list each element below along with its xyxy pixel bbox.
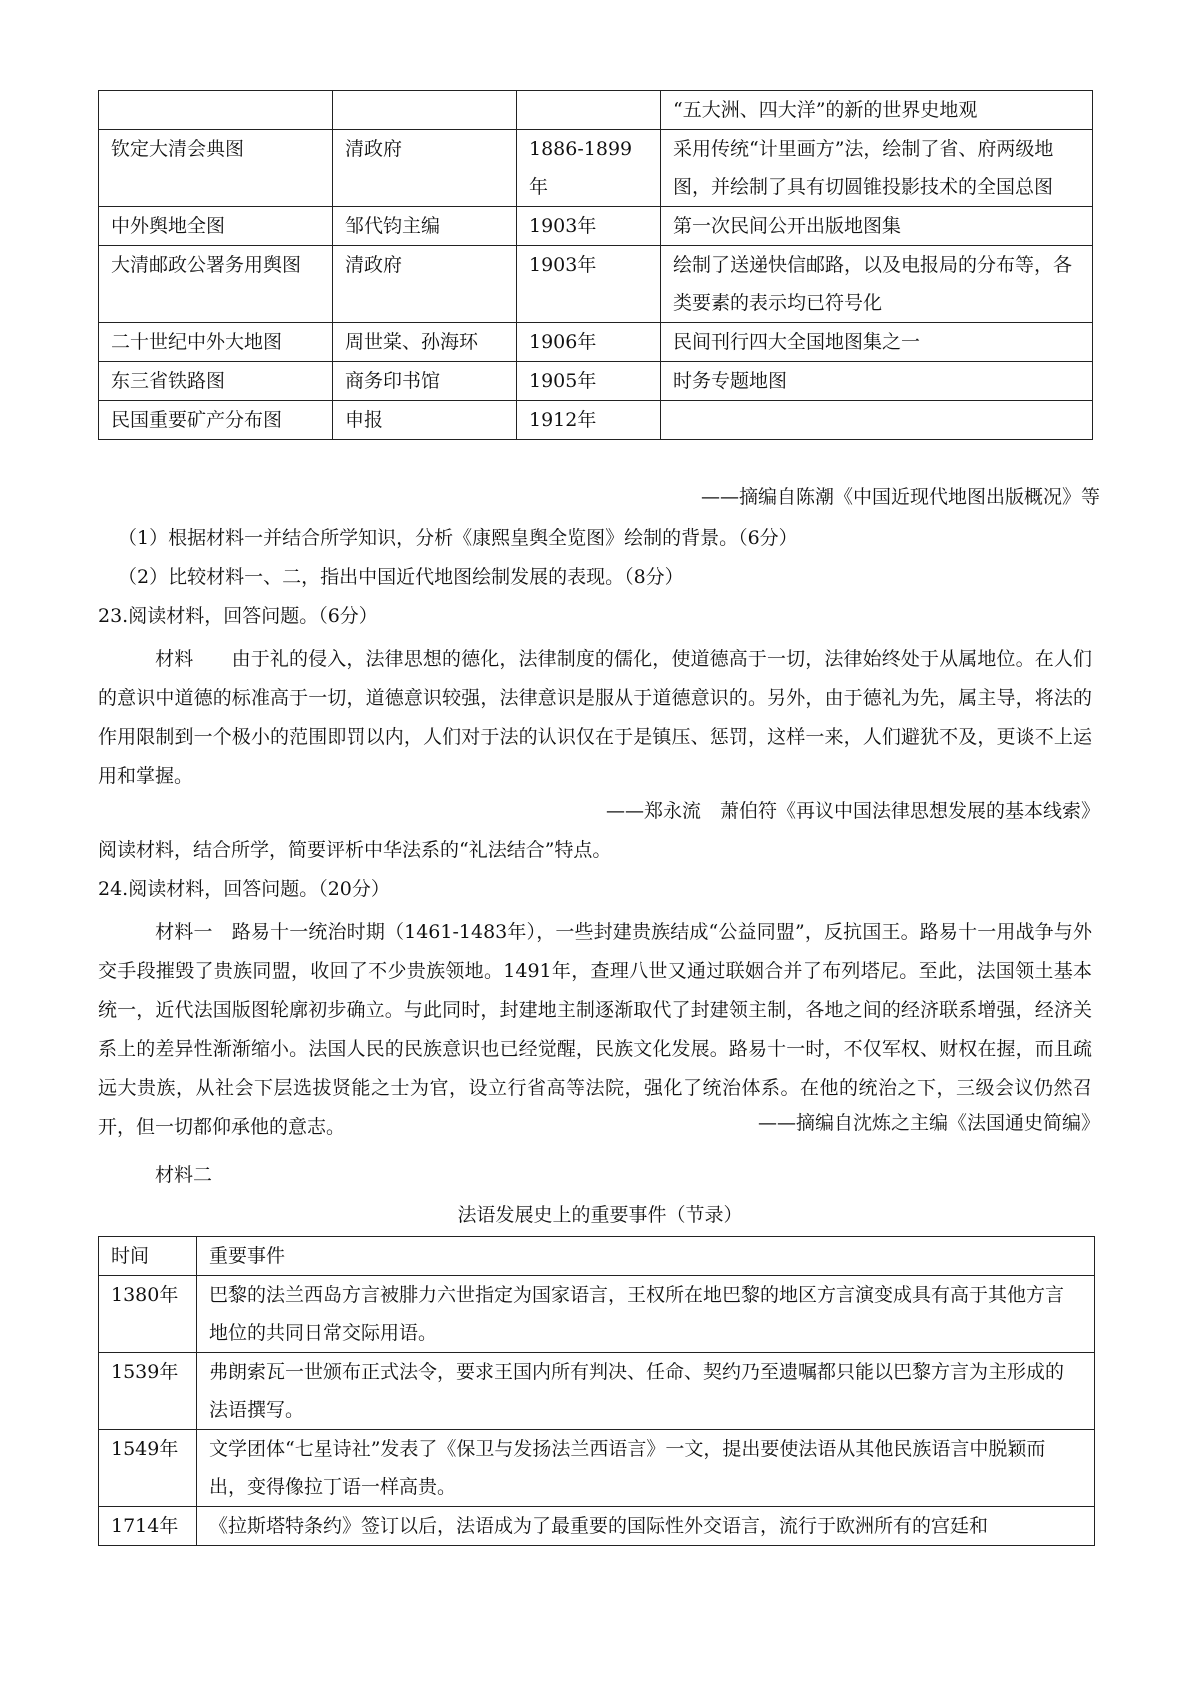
event-table-row <box>99 1507 1095 1546</box>
map-name-cell: 东三省铁路图 <box>99 362 333 401</box>
map-table-row <box>99 207 1093 246</box>
map-note-cell <box>661 401 1093 440</box>
map-year-cell: 1906年 <box>517 323 661 362</box>
q23-question: 阅读材料，结合所学，简要评析中华法系的“礼法结合”特点。 <box>98 839 612 861</box>
map-year-cell: 1886-1899年 <box>517 130 661 207</box>
map-note-cell: 时务专题地图 <box>661 362 1093 401</box>
q23-material-text: 由于礼的侵入，法律思想的德化，法律制度的儒化，使道德高于一切，法律始终处于从属地位。在人们的意识中道德的标准高于一切，道德意识较强，法律意识是服从于道德意识的。另外，由于德礼为先，属主导，将法的作用限制到一个极小的范围即罚以内，人们对于法的认识仅在于是镇压、惩罚，这样一来，人们避犹不及，更谈不上运用和掌握。 <box>98 648 1092 787</box>
event-table-body <box>99 1237 1095 1546</box>
map-name-cell <box>99 91 333 130</box>
event-time-cell: 1549年 <box>99 1430 197 1507</box>
map-note-cell: 民间刊行四大全国地图集之一 <box>661 323 1093 362</box>
map-year-cell: 1905年 <box>517 362 661 401</box>
map-note-cell: “五大洲、四大洋”的新的世界史地观 <box>661 91 1093 130</box>
map-name-cell: 中外舆地全图 <box>99 207 333 246</box>
map-year-cell: 1903年 <box>517 207 661 246</box>
q23-heading: 23.阅读材料，回答问题。（6分） <box>98 605 378 627</box>
event-text-cell: 巴黎的法兰西岛方言被腓力六世指定为国家语言，王权所在地巴黎的地区方言演变成具有高于其他方言地位的共同日常交际用语。 <box>197 1276 1095 1353</box>
map-author-cell: 商务印书馆 <box>333 362 517 401</box>
map-table-row <box>99 130 1093 207</box>
q22-sub2: （2）比较材料一、二，指出中国近代地图绘制发展的表现。（8分） <box>118 566 684 588</box>
q24-heading: 24.阅读材料，回答问题。（20分） <box>98 878 390 900</box>
q23-material-label: 材料 <box>155 648 194 670</box>
map-author-cell <box>333 91 517 130</box>
map-author-cell: 清政府 <box>333 246 517 323</box>
event-table-title: 法语发展史上的重要事件（节录） <box>457 1204 743 1226</box>
q24-material1-text: 路易十一统治时期（1461-1483年），一些封建贵族结成“公益同盟”，反抗国王。路易十一用战争与外交手段摧毁了贵族同盟，收回了不少贵族领地。1491年，查理八世又通过联姻合并了布列塔尼。至此，法国领土基本统一，近代法国版图轮廓初步确立。与此同时，封建地主制逐渐取代了封建领主制，各地之间的经济联系增强，经济关系上的差异性渐渐缩小。法国人民的民族意识也已经觉醒，民族文化发展。路易十一时，不仅军权、财权在握，而且疏远大贵族，从社会下层选拔贤能之士为官，设立行省高等法院，强化了统治体系。在他的统治之下，三级会议仍然召开，但一切都仰承他的意志。 <box>98 921 1092 1138</box>
q24-material1-source: ——摘编自沈炼之主编《法国通史简编》 <box>757 1112 1100 1134</box>
map-table-row <box>99 362 1093 401</box>
map-name-cell: 钦定大清会典图 <box>99 130 333 207</box>
event-table-row <box>99 1430 1095 1507</box>
map-table-source: ——摘编自陈潮《中国近现代地图出版概况》等 <box>700 486 1100 508</box>
q23-material <box>98 640 1092 796</box>
map-note-cell: 第一次民间公开出版地图集 <box>661 207 1093 246</box>
q23-source: ——郑永流 萧伯符《再议中国法律思想发展的基本线索》 <box>605 800 1100 822</box>
event-text-cell: 弗朗索瓦一世颁布正式法令，要求王国内所有判决、任命、契约乃至遗嘱都只能以巴黎方言为主形成的法语撰写。 <box>197 1353 1095 1430</box>
event-table-row <box>99 1276 1095 1353</box>
map-table-row <box>99 401 1093 440</box>
map-author-cell: 周世棠、孙海环 <box>333 323 517 362</box>
q22-sub1: （1）根据材料一并结合所学知识，分析《康熙皇舆全览图》绘制的背景。（6分） <box>118 527 798 549</box>
event-time-cell: 1714年 <box>99 1507 197 1546</box>
map-name-cell: 民国重要矿产分布图 <box>99 401 333 440</box>
map-year-cell <box>517 91 661 130</box>
event-time-cell: 1380年 <box>99 1276 197 1353</box>
map-table-body <box>99 91 1093 440</box>
map-name-cell: 二十世纪中外大地图 <box>99 323 333 362</box>
q24-material2-label: 材料二 <box>155 1164 213 1186</box>
event-table-row <box>99 1353 1095 1430</box>
french-language-event-table <box>98 1236 1095 1546</box>
map-year-cell: 1903年 <box>517 246 661 323</box>
event-text-cell: 文学团体“七星诗社”发表了《保卫与发扬法兰西语言》一文，提出要使法语从其他民族语言中脱颖而出，变得像拉丁语一样高贵。 <box>197 1430 1095 1507</box>
map-author-cell: 邹代钧主编 <box>333 207 517 246</box>
event-table-header-row <box>99 1237 1095 1276</box>
map-table-row <box>99 91 1093 130</box>
map-author-cell: 申报 <box>333 401 517 440</box>
map-note-cell: 采用传统“计里画方”法，绘制了省、府两级地图，并绘制了具有切圆锥投影技术的全国总图 <box>661 130 1093 207</box>
event-header-time: 时间 <box>99 1237 197 1276</box>
event-time-cell: 1539年 <box>99 1353 197 1430</box>
map-table-row <box>99 246 1093 323</box>
map-author-cell: 清政府 <box>333 130 517 207</box>
map-table-row <box>99 323 1093 362</box>
event-text-cell: 《拉斯塔特条约》签订以后，法语成为了最重要的国际性外交语言，流行于欧洲所有的宫廷和 <box>197 1507 1095 1546</box>
map-year-cell: 1912年 <box>517 401 661 440</box>
q24-material1-label: 材料一 <box>155 921 213 943</box>
map-publication-table <box>98 90 1093 440</box>
map-name-cell: 大清邮政公署务用舆图 <box>99 246 333 323</box>
map-note-cell: 绘制了送递快信邮路，以及电报局的分布等，各类要素的表示均已符号化 <box>661 246 1093 323</box>
event-header-event: 重要事件 <box>197 1237 1095 1276</box>
